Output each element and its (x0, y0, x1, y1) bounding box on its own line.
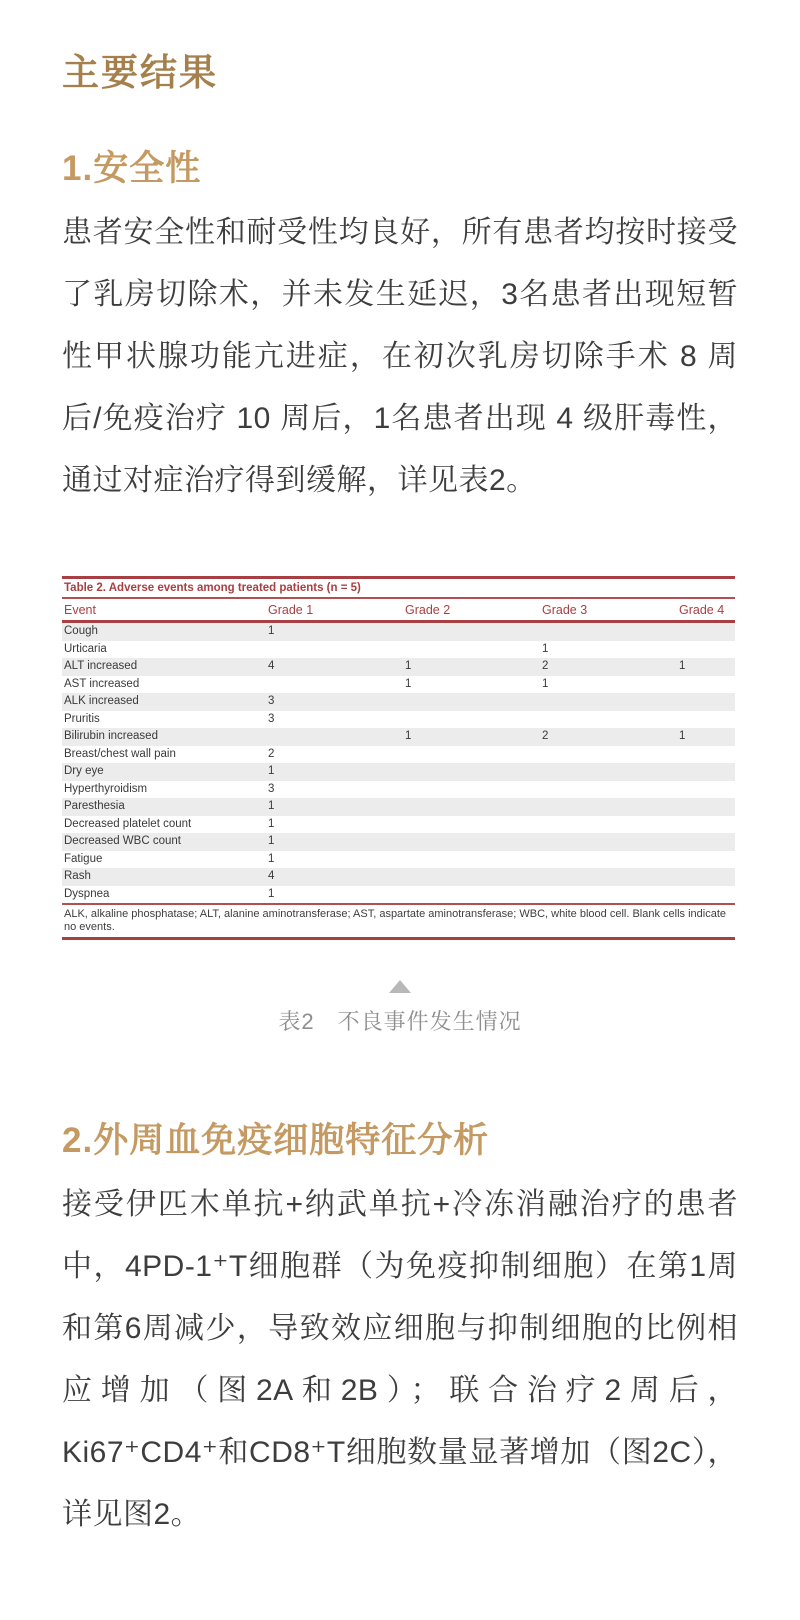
grade-value-cell (679, 833, 733, 851)
grade-value-cell: 1 (405, 677, 412, 690)
grade-value-cell: 2 (542, 660, 549, 672)
grade-value-cell (405, 851, 542, 869)
grade-value-cell (405, 886, 542, 904)
table-row (62, 833, 735, 851)
event-cell: ALT increased (64, 660, 138, 672)
table-caption: 表2 不良事件发生情况 (278, 1009, 522, 1034)
grade-value-cell: 1 (268, 765, 275, 777)
grade-value-cell (405, 641, 542, 659)
table-body (62, 623, 735, 903)
grade-value-cell (679, 851, 733, 869)
table-row (62, 728, 735, 746)
grade-value-cell (405, 746, 542, 764)
grade-value-cell (542, 798, 679, 816)
column-header-grade2: Grade 2 (405, 603, 451, 617)
grade-value-cell (679, 693, 733, 711)
grade-value-cell: 1 (679, 730, 686, 742)
grade-value-cell (268, 728, 405, 746)
event-cell: Dyspnea (64, 887, 110, 900)
event-cell: Hyperthyroidism (64, 782, 148, 795)
grade-value-cell (679, 676, 733, 694)
grade-value-cell (679, 798, 733, 816)
grade-value-cell (405, 711, 542, 729)
table-row (62, 763, 735, 781)
grade-value-cell (405, 763, 542, 781)
grade-value-cell (405, 781, 542, 799)
grade-value-cell (679, 641, 733, 659)
grade-value-cell: 1 (679, 660, 686, 672)
table-row (62, 623, 735, 641)
grade-value-cell (542, 886, 679, 904)
grade-value-cell: 1 (268, 817, 275, 830)
grade-value-cell (405, 693, 542, 711)
grade-value-cell: 1 (268, 800, 275, 812)
grade-value-cell: 2 (542, 730, 549, 742)
grade-value-cell (679, 868, 733, 886)
grade-value-cell (679, 781, 733, 799)
table-row (62, 798, 735, 816)
grade-value-cell (679, 886, 733, 904)
grade-value-cell: 4 (268, 660, 275, 672)
column-header-grade4: Grade 4 (679, 603, 725, 617)
event-cell: Pruritis (64, 712, 100, 725)
grade-value-cell: 3 (268, 782, 275, 795)
grade-value-cell (679, 763, 733, 781)
section-2-paragraph: 接受伊匹木单抗+纳武单抗+冷冻消融治疗的患者中，4PD-1⁺T细胞群（为免疫抑制细胞）在第1周和第6周减少，导致效应细胞与抑制细胞的比例相应增加（图2A和2B）；联合治疗2周后，Ki67⁺CD4⁺和CD8⁺T细胞数量显著增加（图2C），详见图2。 (62, 1188, 738, 1531)
event-cell: Decreased platelet count (64, 817, 192, 830)
event-cell: Rash (64, 870, 91, 882)
section-1-paragraph: 患者安全性和耐受性均良好，所有患者均按时接受了乳房切除术，并未发生延迟，3名患者出现短暂性甲状腺功能亢进症，在初次乳房切除手术 8 周后/免疫治疗 10 周后，1名患者出现 4 级肝毒性，通过对症治疗得到缓解，详见表2。 (62, 216, 738, 497)
grade-value-cell (542, 763, 679, 781)
event-cell: Paresthesia (64, 800, 125, 812)
grade-value-cell (542, 833, 679, 851)
section-2-heading: 2.外周血免疫细胞特征分析 (62, 1121, 490, 1160)
grade-value-cell: 1 (268, 835, 275, 847)
grade-value-cell: 1 (268, 887, 275, 900)
grade-value-cell: 1 (542, 677, 549, 690)
table-row (62, 658, 735, 676)
section-1-heading: 1.安全性 (62, 149, 202, 188)
column-header-grade1: Grade 1 (268, 603, 314, 617)
grade-value-cell: 1 (268, 852, 275, 865)
grade-value-cell (405, 833, 542, 851)
event-cell: Cough (64, 625, 98, 637)
grade-value-cell (542, 623, 679, 641)
table-row (62, 886, 735, 904)
event-cell: Urticaria (64, 642, 107, 655)
main-title: 主要结果 (62, 53, 218, 94)
event-cell: Fatigue (64, 852, 103, 865)
adverse-events-table (62, 576, 735, 940)
table-row (62, 816, 735, 834)
table-header-row (62, 599, 735, 623)
table-row (62, 851, 735, 869)
table-title: Table 2. Adverse events among treated patients (n = 5) (62, 579, 735, 599)
table-row (62, 781, 735, 799)
grade-value-cell (542, 781, 679, 799)
event-cell: Decreased WBC count (64, 835, 181, 847)
grade-value-cell (542, 693, 679, 711)
event-cell: Breast/chest wall pain (64, 747, 176, 760)
grade-value-cell: 1 (268, 625, 275, 637)
event-cell: AST increased (64, 677, 140, 690)
grade-value-cell (679, 746, 733, 764)
grade-value-cell (679, 623, 733, 641)
grade-value-cell (405, 816, 542, 834)
table-row (62, 693, 735, 711)
grade-value-cell (679, 816, 733, 834)
event-cell: Dry eye (64, 765, 104, 777)
grade-value-cell (542, 816, 679, 834)
column-header-event: Event (64, 603, 96, 617)
table-row (62, 711, 735, 729)
grade-value-cell (405, 798, 542, 816)
table-row (62, 868, 735, 886)
grade-value-cell (268, 676, 405, 694)
table-row (62, 641, 735, 659)
grade-value-cell: 4 (268, 870, 275, 882)
grade-value-cell (268, 641, 405, 659)
grade-value-cell (542, 711, 679, 729)
event-cell: Bilirubin increased (64, 730, 158, 742)
grade-value-cell: 3 (268, 695, 275, 707)
grade-value-cell: 1 (542, 642, 549, 655)
grade-value-cell: 1 (405, 660, 412, 672)
table-row (62, 676, 735, 694)
grade-value-cell (542, 851, 679, 869)
event-cell: ALK increased (64, 695, 139, 707)
grade-value-cell (679, 711, 733, 729)
grade-value-cell (405, 623, 542, 641)
column-header-grade3: Grade 3 (542, 603, 588, 617)
triangle-up-icon (389, 980, 411, 993)
table-caption-block (62, 980, 738, 1035)
grade-value-cell: 3 (268, 712, 275, 725)
grade-value-cell: 2 (268, 747, 275, 760)
grade-value-cell (542, 868, 679, 886)
grade-value-cell: 1 (405, 730, 412, 742)
grade-value-cell (542, 746, 679, 764)
table-footnote: ALK, alkaline phosphatase; ALT, alanine aminotransferase; AST, aspartate aminotransferase; WBC, white blood cell. Blank cells indicate no events. (62, 903, 735, 940)
table-row (62, 746, 735, 764)
grade-value-cell (405, 868, 542, 886)
